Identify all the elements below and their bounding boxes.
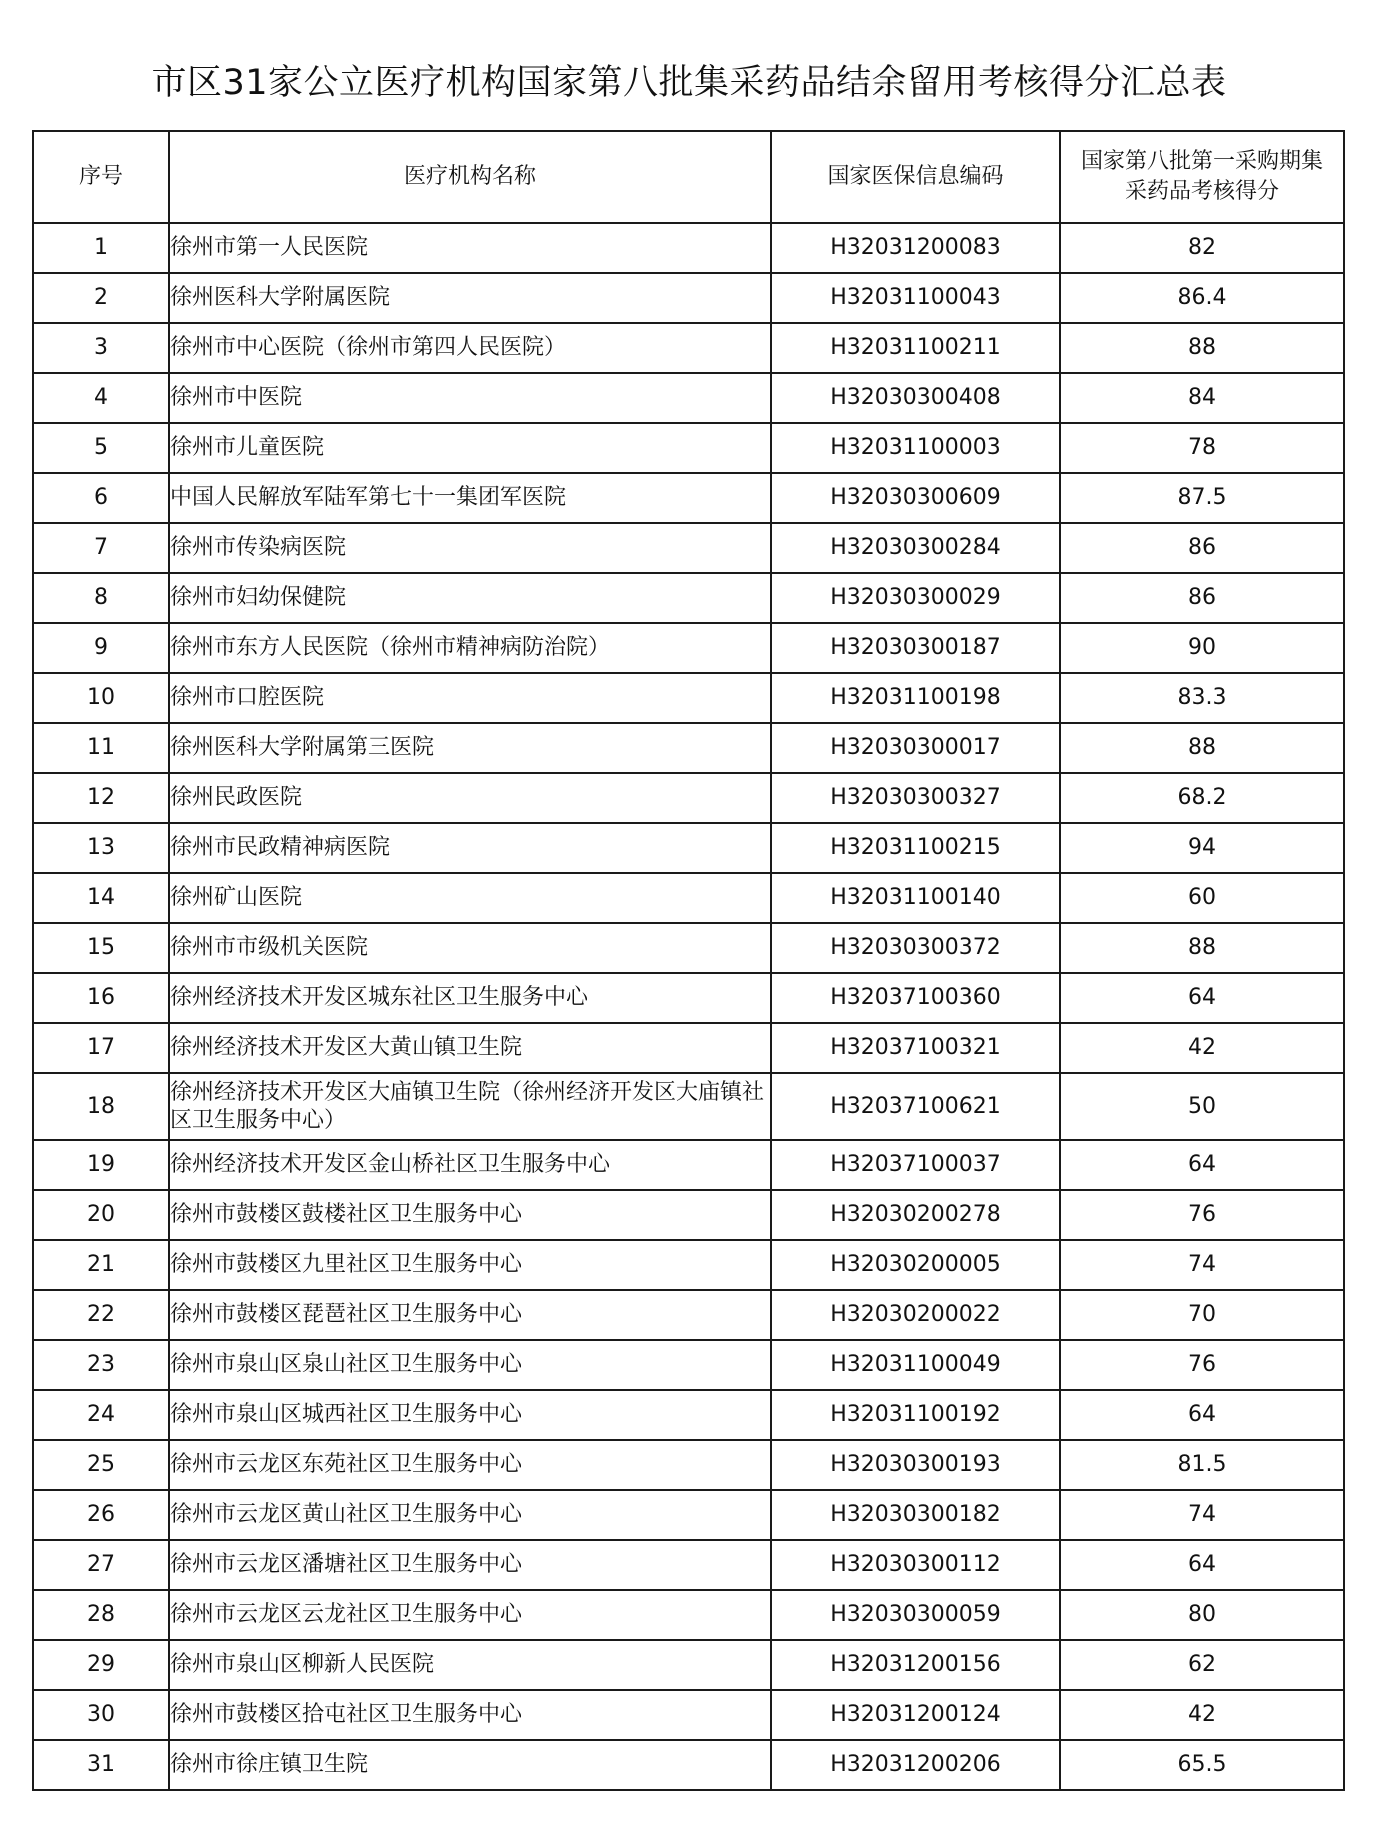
table-row xyxy=(33,1023,1344,1073)
row-score: 70 xyxy=(1060,1290,1344,1340)
table-row xyxy=(33,823,1344,873)
row-institution-name: 徐州市传染病医院 xyxy=(169,523,771,573)
row-score: 80 xyxy=(1060,1590,1344,1640)
row-score: 84 xyxy=(1060,373,1344,423)
row-insurance-code: H32030300112 xyxy=(771,1540,1060,1590)
header-score xyxy=(1060,131,1344,223)
row-institution-name: 徐州市鼓楼区拾屯社区卫生服务中心 xyxy=(169,1690,771,1740)
row-index: 30 xyxy=(33,1690,169,1740)
row-insurance-code: H32030200005 xyxy=(771,1240,1060,1290)
row-index: 17 xyxy=(33,1023,169,1073)
table-row xyxy=(33,223,1344,273)
row-score: 76 xyxy=(1060,1340,1344,1390)
row-index: 18 xyxy=(33,1073,169,1140)
row-insurance-code: H32037100037 xyxy=(771,1140,1060,1190)
row-insurance-code: H32030300182 xyxy=(771,1490,1060,1540)
row-insurance-code: H32030300059 xyxy=(771,1590,1060,1640)
row-index: 10 xyxy=(33,673,169,723)
table-row xyxy=(33,1690,1344,1740)
row-insurance-code: H32031100003 xyxy=(771,423,1060,473)
header-index: 序号 xyxy=(33,131,169,223)
table-row xyxy=(33,1340,1344,1390)
row-score: 64 xyxy=(1060,973,1344,1023)
row-index: 4 xyxy=(33,373,169,423)
row-insurance-code: H32031100043 xyxy=(771,273,1060,323)
row-score: 86 xyxy=(1060,523,1344,573)
row-score: 86.4 xyxy=(1060,273,1344,323)
row-index: 12 xyxy=(33,773,169,823)
table-row xyxy=(33,1540,1344,1590)
table-row xyxy=(33,473,1344,523)
row-insurance-code: H32031100140 xyxy=(771,873,1060,923)
row-score: 42 xyxy=(1060,1023,1344,1073)
row-score: 64 xyxy=(1060,1140,1344,1190)
table-row xyxy=(33,273,1344,323)
table-row xyxy=(33,923,1344,973)
row-institution-name: 徐州市云龙区东苑社区卫生服务中心 xyxy=(169,1440,771,1490)
row-index: 11 xyxy=(33,723,169,773)
row-score: 64 xyxy=(1060,1540,1344,1590)
row-index: 2 xyxy=(33,273,169,323)
row-score: 50 xyxy=(1060,1073,1344,1140)
row-score: 76 xyxy=(1060,1190,1344,1240)
row-score: 64 xyxy=(1060,1390,1344,1440)
row-institution-name: 徐州市市级机关医院 xyxy=(169,923,771,973)
row-score: 83.3 xyxy=(1060,673,1344,723)
table-row xyxy=(33,1740,1344,1790)
table-row xyxy=(33,873,1344,923)
row-institution-name: 徐州市民政精神病医院 xyxy=(169,823,771,873)
row-score: 60 xyxy=(1060,873,1344,923)
table-row xyxy=(33,773,1344,823)
row-institution-name: 徐州民政医院 xyxy=(169,773,771,823)
row-index: 20 xyxy=(33,1190,169,1240)
row-institution-name: 徐州市云龙区潘塘社区卫生服务中心 xyxy=(169,1540,771,1590)
row-insurance-code: H32030200278 xyxy=(771,1190,1060,1240)
row-insurance-code: H32031100198 xyxy=(771,673,1060,723)
row-insurance-code: H32031100192 xyxy=(771,1390,1060,1440)
row-institution-name: 徐州市泉山区泉山社区卫生服务中心 xyxy=(169,1340,771,1390)
row-index: 25 xyxy=(33,1440,169,1490)
row-score: 74 xyxy=(1060,1240,1344,1290)
score-summary-table xyxy=(32,130,1345,1791)
row-insurance-code: H32030300029 xyxy=(771,573,1060,623)
row-index: 1 xyxy=(33,223,169,273)
header-code: 国家医保信息编码 xyxy=(771,131,1060,223)
header-score-line1: 国家第八批第一采购期集 xyxy=(1080,149,1323,174)
row-institution-name: 徐州医科大学附属第三医院 xyxy=(169,723,771,773)
row-score: 88 xyxy=(1060,323,1344,373)
row-institution-name: 徐州市泉山区柳新人民医院 xyxy=(169,1640,771,1690)
table-row xyxy=(33,423,1344,473)
row-score: 90 xyxy=(1060,623,1344,673)
row-insurance-code: H32030200022 xyxy=(771,1290,1060,1340)
row-index: 27 xyxy=(33,1540,169,1590)
row-index: 3 xyxy=(33,323,169,373)
table-row xyxy=(33,573,1344,623)
row-score: 78 xyxy=(1060,423,1344,473)
row-insurance-code: H32031200124 xyxy=(771,1690,1060,1740)
row-institution-name: 徐州市儿童医院 xyxy=(169,423,771,473)
row-insurance-code: H32030300193 xyxy=(771,1440,1060,1490)
table-row xyxy=(33,1390,1344,1440)
row-index: 23 xyxy=(33,1340,169,1390)
row-insurance-code: H32030300327 xyxy=(771,773,1060,823)
row-index: 5 xyxy=(33,423,169,473)
page-title: 市区31家公立医疗机构国家第八批集采药品结余留用考核得分汇总表 xyxy=(151,63,1227,103)
row-insurance-code: H32031200083 xyxy=(771,223,1060,273)
row-institution-name: 徐州经济技术开发区金山桥社区卫生服务中心 xyxy=(169,1140,771,1190)
row-institution-name: 中国人民解放军陆军第七十一集团军医院 xyxy=(169,473,771,523)
row-institution-name: 徐州经济技术开发区大庙镇卫生院（徐州经济开发区大庙镇社区卫生服务中心） xyxy=(169,1073,771,1140)
row-index: 8 xyxy=(33,573,169,623)
row-index: 15 xyxy=(33,923,169,973)
row-insurance-code: H32030300017 xyxy=(771,723,1060,773)
header-score-line2: 采药品考核得分 xyxy=(1124,179,1279,204)
row-score: 87.5 xyxy=(1060,473,1344,523)
row-index: 26 xyxy=(33,1490,169,1540)
table-row xyxy=(33,373,1344,423)
table-row xyxy=(33,973,1344,1023)
row-institution-name: 徐州市云龙区云龙社区卫生服务中心 xyxy=(169,1590,771,1640)
table-row xyxy=(33,1640,1344,1690)
row-score: 94 xyxy=(1060,823,1344,873)
table-body xyxy=(33,223,1344,1790)
row-institution-name: 徐州经济技术开发区城东社区卫生服务中心 xyxy=(169,973,771,1023)
row-index: 14 xyxy=(33,873,169,923)
table-row xyxy=(33,1190,1344,1240)
row-score: 88 xyxy=(1060,723,1344,773)
table-row xyxy=(33,623,1344,673)
row-insurance-code: H32031200206 xyxy=(771,1740,1060,1790)
table-row xyxy=(33,1440,1344,1490)
row-index: 29 xyxy=(33,1640,169,1690)
table-header-row xyxy=(33,131,1344,223)
row-institution-name: 徐州市徐庄镇卫生院 xyxy=(169,1740,771,1790)
table-row xyxy=(33,1590,1344,1640)
row-institution-name: 徐州市鼓楼区九里社区卫生服务中心 xyxy=(169,1240,771,1290)
row-institution-name: 徐州市东方人民医院（徐州市精神病防治院） xyxy=(169,623,771,673)
table-row xyxy=(33,523,1344,573)
row-score: 65.5 xyxy=(1060,1740,1344,1790)
row-index: 9 xyxy=(33,623,169,673)
row-score: 81.5 xyxy=(1060,1440,1344,1490)
row-institution-name: 徐州矿山医院 xyxy=(169,873,771,923)
row-score: 74 xyxy=(1060,1490,1344,1540)
row-score: 86 xyxy=(1060,573,1344,623)
row-index: 6 xyxy=(33,473,169,523)
row-institution-name: 徐州市鼓楼区琵琶社区卫生服务中心 xyxy=(169,1290,771,1340)
row-institution-name: 徐州市妇幼保健院 xyxy=(169,573,771,623)
header-name: 医疗机构名称 xyxy=(169,131,771,223)
table-row xyxy=(33,323,1344,373)
row-institution-name: 徐州市云龙区黄山社区卫生服务中心 xyxy=(169,1490,771,1540)
table-row xyxy=(33,1073,1344,1140)
row-institution-name: 徐州医科大学附属医院 xyxy=(169,273,771,323)
row-index: 24 xyxy=(33,1390,169,1440)
row-score: 68.2 xyxy=(1060,773,1344,823)
row-insurance-code: H32030300609 xyxy=(771,473,1060,523)
row-insurance-code: H32037100360 xyxy=(771,973,1060,1023)
row-index: 7 xyxy=(33,523,169,573)
row-score: 42 xyxy=(1060,1690,1344,1740)
row-index: 19 xyxy=(33,1140,169,1190)
table-row xyxy=(33,1490,1344,1540)
row-institution-name: 徐州市中心医院（徐州市第四人民医院） xyxy=(169,323,771,373)
row-score: 88 xyxy=(1060,923,1344,973)
row-index: 21 xyxy=(33,1240,169,1290)
table-row xyxy=(33,1240,1344,1290)
row-index: 16 xyxy=(33,973,169,1023)
row-insurance-code: H32030300372 xyxy=(771,923,1060,973)
row-institution-name: 徐州市泉山区城西社区卫生服务中心 xyxy=(169,1390,771,1440)
row-score: 82 xyxy=(1060,223,1344,273)
row-insurance-code: H32037100621 xyxy=(771,1073,1060,1140)
row-institution-name: 徐州经济技术开发区大黄山镇卫生院 xyxy=(169,1023,771,1073)
row-index: 31 xyxy=(33,1740,169,1790)
row-insurance-code: H32031100215 xyxy=(771,823,1060,873)
table-row xyxy=(33,673,1344,723)
row-institution-name: 徐州市中医院 xyxy=(169,373,771,423)
row-score: 62 xyxy=(1060,1640,1344,1690)
row-insurance-code: H32030300187 xyxy=(771,623,1060,673)
row-insurance-code: H32031100049 xyxy=(771,1340,1060,1390)
row-insurance-code: H32030300408 xyxy=(771,373,1060,423)
row-institution-name: 徐州市第一人民医院 xyxy=(169,223,771,273)
row-index: 13 xyxy=(33,823,169,873)
table-row xyxy=(33,1140,1344,1190)
row-institution-name: 徐州市口腔医院 xyxy=(169,673,771,723)
row-insurance-code: H32031100211 xyxy=(771,323,1060,373)
row-index: 28 xyxy=(33,1590,169,1640)
row-insurance-code: H32031200156 xyxy=(771,1640,1060,1690)
row-insurance-code: H32030300284 xyxy=(771,523,1060,573)
table-row xyxy=(33,1290,1344,1340)
row-insurance-code: H32037100321 xyxy=(771,1023,1060,1073)
table-row xyxy=(33,723,1344,773)
row-index: 22 xyxy=(33,1290,169,1340)
row-institution-name: 徐州市鼓楼区鼓楼社区卫生服务中心 xyxy=(169,1190,771,1240)
